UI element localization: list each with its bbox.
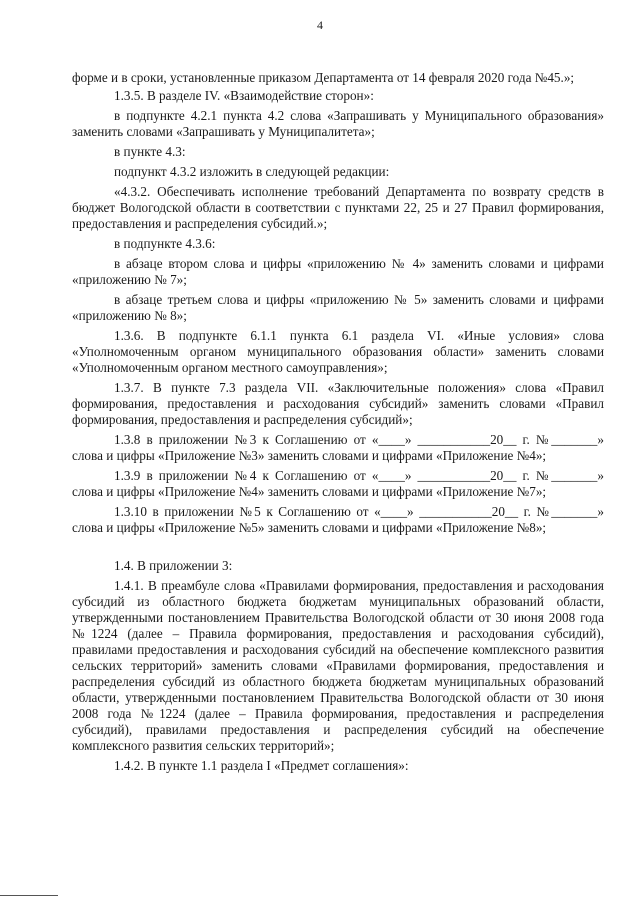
paragraph: 1.3.10 в приложении №5 к Соглашению от «____» ___________20__ г. №_______» слова и цифры «Приложение №5» заменить словами и цифрами «Приложение №8»; bbox=[72, 504, 604, 535]
paragraph: 1.4.2. В пункте 1.1 раздела I «Предмет соглашения»: bbox=[114, 758, 409, 773]
paragraph: «4.3.2. Обеспечивать исполнение требований Департамента по возврату средств в бюджет Вологодской области в соответствии с пунктами 22, 25 и 27 Правил формирования, предоставления и распределения субсидий.»; bbox=[72, 184, 604, 231]
paragraph: в подпункте 4.2.1 пункта 4.2 слова «Запрашивать у Муниципального образования» заменить словами «Запрашивать у Муниципалитета»; bbox=[72, 108, 604, 139]
document-body bbox=[72, 70, 604, 778]
paragraph: 1.3.5. В разделе IV. «Взаимодействие сторон»: bbox=[114, 88, 374, 103]
paragraph: в абзаце третьем слова и цифры «приложению № 5» заменить словами и цифрами «приложению № 8»; bbox=[72, 292, 604, 323]
paragraph: 1.3.7. В пункте 7.3 раздела VII. «Заключительные положения» слова «Правил формирования, предоставления и расходования субсидий» заменить словами «Правил формирования, предоставления и распределения субсидий»; bbox=[72, 380, 604, 427]
paragraph: форме и в сроки, установленные приказом Департамента от 14 февраля 2020 года №45.»; bbox=[72, 70, 575, 85]
footer-rule bbox=[0, 895, 58, 896]
paragraph: 1.4.1. В преамбуле слова «Правилами формирования, предоставления и расходования субсидий из областного бюджета бюджетам муниципальных образований области, утвержденными постановлением Правительства Вологодской области от 30 июня 2008 года №1224 (далее – Правила формирования, предоставления и расходования субсидий), правилами предоставления и расходования субсидий на обеспечение комплексного развития сельских территорий» заменить словами «Правилами формирования, предоставления и распределения субсидий из областного бюджета бюджетам муниципальных образований области, утвержденными постановлением Правительства Вологодской области от 30 июня 2008 года №1224 (далее – Правила формирования, предоставления и распределения субсидий), правилами предоставления и распределения субсидий на обеспечение комплексного развития сельских территорий»; bbox=[72, 578, 604, 753]
paragraph: подпункт 4.3.2 изложить в следующей редакции: bbox=[114, 164, 390, 179]
paragraph: в пункте 4.3: bbox=[114, 144, 186, 159]
paragraph: 1.3.9 в приложении №4 к Соглашению от «____» ___________20__ г. №_______» слова и цифры «Приложение №4» заменить словами и цифрами «Приложение №7»; bbox=[72, 468, 604, 499]
paragraph: в подпункте 4.3.6: bbox=[114, 236, 216, 251]
page-number: 4 bbox=[317, 18, 323, 32]
paragraph: 1.3.6. В подпункте 6.1.1 пункта 6.1 раздела VI. «Иные условия» слова «Уполномоченным органом муниципального образования области» заменить словами «Уполномоченным органом местного самоуправления»; bbox=[72, 328, 604, 375]
paragraph: в абзаце втором слова и цифры «приложению № 4» заменить словами и цифрами «приложению № 7»; bbox=[72, 256, 604, 287]
paragraph: 1.3.8 в приложении №3 к Соглашению от «____» ___________20__ г. №_______» слова и цифры «Приложение №3» заменить словами и цифрами «Приложение №4»; bbox=[72, 432, 604, 463]
paragraph: 1.4. В приложении 3: bbox=[114, 558, 233, 573]
section-gap bbox=[72, 540, 604, 558]
